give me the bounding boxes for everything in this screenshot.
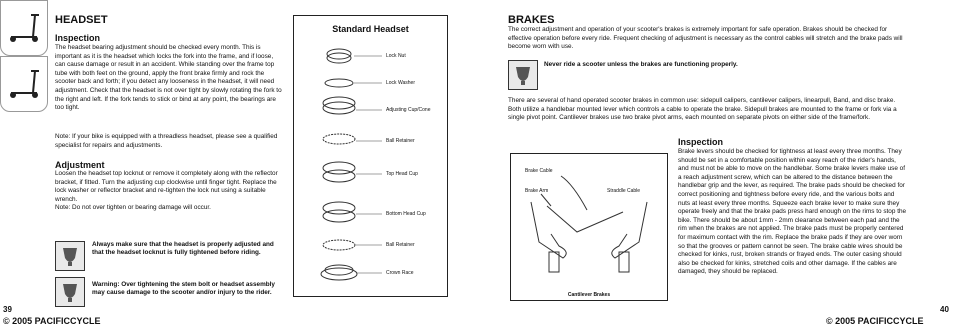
brakes-intro: The correct adjustment and operation of your scooter's brakes is extremely important for safe operation. Brakes should be checked for effective operation before every ride. Frequent checking of adjustment is necessary as the control cables will stretch and the brake pads will become worn with use. <box>508 26 903 51</box>
part-label: Lock Nut <box>386 53 406 59</box>
brakes-title: BRAKES <box>508 14 555 26</box>
inspection-text: The headset bearing adjustment should be checked every month. This is important as it is the headset which locks the fork into the frame, and if loose, can cause damage or result in an accident. While standing over the frame top tube with both feet on the ground, apply the front brake firmly and rock the scooter back and forth; if you detect any looseness in the headset, it will need adjustment. Check that the headset is not over tight by slowly rotating the fork to the right and left. If the fork tends to stick or bind at any point, the bearings are too tight. <box>55 44 282 112</box>
part-label: Ball Retainer <box>386 138 415 144</box>
adjustment-heading: Adjustment <box>55 160 105 170</box>
footer-copyright: © 2005 PACIFICCYCLE <box>3 316 101 326</box>
part-label: Crown Race <box>386 270 414 276</box>
page-number: 39 <box>3 305 12 314</box>
label-brake-cable: Brake Cable <box>525 168 553 174</box>
brake-inspection-text: Brake levers should be checked for tightness at least every three months. They should be set in a comfortable position within easy reach of the rider's hands, and must not be able to move on the handlebar. Some brake levers make use of a reach adjustment screw, which can be altered to the distance between the handlebar grip and the lever, as required. The brake pads should be checked for correct positioning and tightness before every ride, and the various bolts and nuts at least every three months. Squeeze each brake lever to make sure they operate freely and that the brake pads press hard enough on the rims to stop the bike. There should be about 1mm - 2mm clearance between each pad and the rim when the brakes are not applied. The brake pads must be properly centered for maximum contact with the rim. Replace the brake pads if they are over worn so that the grooves or pattern cannot be seen. The brake cable wires should be checked for kinks, rust, broken strands or frayed ends. The outer casing should also be checked for kinks, stretched coils and other damage. If the cables are damaged, they should be replaced. <box>678 148 907 276</box>
warning-icon <box>55 241 85 271</box>
scooter-tab-left <box>0 0 48 56</box>
label-brake-arm: Brake Arm <box>525 188 549 194</box>
inspection-heading: Inspection <box>55 33 101 43</box>
brake-inspection-heading: Inspection <box>678 137 724 147</box>
brake-diagram <box>511 154 667 300</box>
cantilever-brake-figure <box>510 153 668 301</box>
headset-figure <box>293 15 448 297</box>
footer-copyright: © 2005 PACIFICCYCLE <box>826 316 924 326</box>
label-straddle-cable: Straddle Cable <box>607 188 641 194</box>
headset-title: HEADSET <box>55 14 108 26</box>
adjustment-text: Loosen the headset top locknut or remove it completely along with the reflector bracket, if fitted. Turn the adjusting cup clockwise until finger tight. Replace the lock washer or reflector bracket and re-tighten the lock nut using a suitable wrench. Note: Do not over tighten or bearing damage will occur. <box>55 170 278 212</box>
brake-types-text: There are several of hand operated scooter brakes in common use: sidepull calipers, cantilever calipers, linearpull, Band, and disc brake. Both utilize a handlebar mounted lever which controls a cable to operate the brake. Sidepull brakes are mounted to the frame or fork via a single pivot point. Cantilever brakes use two brake pivot arms, each mounted on separate pivots on either side of the frame/fork. <box>508 97 897 122</box>
scooter-tab-right <box>0 56 48 112</box>
part-label: Adjusting Cup/Cone <box>386 107 431 113</box>
warning-overtighten: Warning: Over tightening the stem bolt or headset assembly may cause damage to the scooter and/or injury to the rider. <box>92 281 275 297</box>
scooter-icon <box>1 57 47 111</box>
part-label: Top Head Cup <box>386 171 418 177</box>
warning-brakes: Never ride a scooter unless the brakes are functioning properly. <box>544 61 738 68</box>
warning-headset-adjust: Always make sure that the headset is properly adjusted and that the headset locknut is fully tightened before riding. <box>92 241 274 257</box>
headset-parts-diagram <box>294 16 447 296</box>
scooter-icon <box>1 1 47 55</box>
warning-icon <box>55 277 85 307</box>
part-label: Bottom Head Cup <box>386 211 426 217</box>
figure-caption: Cantilever Brakes <box>567 292 611 298</box>
page-number: 40 <box>940 305 949 314</box>
part-label: Lock Washer <box>386 80 415 86</box>
figure-title: Standard Headset <box>332 24 409 34</box>
warning-icon <box>508 60 538 90</box>
part-label: Ball Retainer <box>386 242 415 248</box>
threadless-note: Note: If your bike is equipped with a threadless headset, please see a qualified specialist for repairs and adjustments. <box>55 133 278 149</box>
